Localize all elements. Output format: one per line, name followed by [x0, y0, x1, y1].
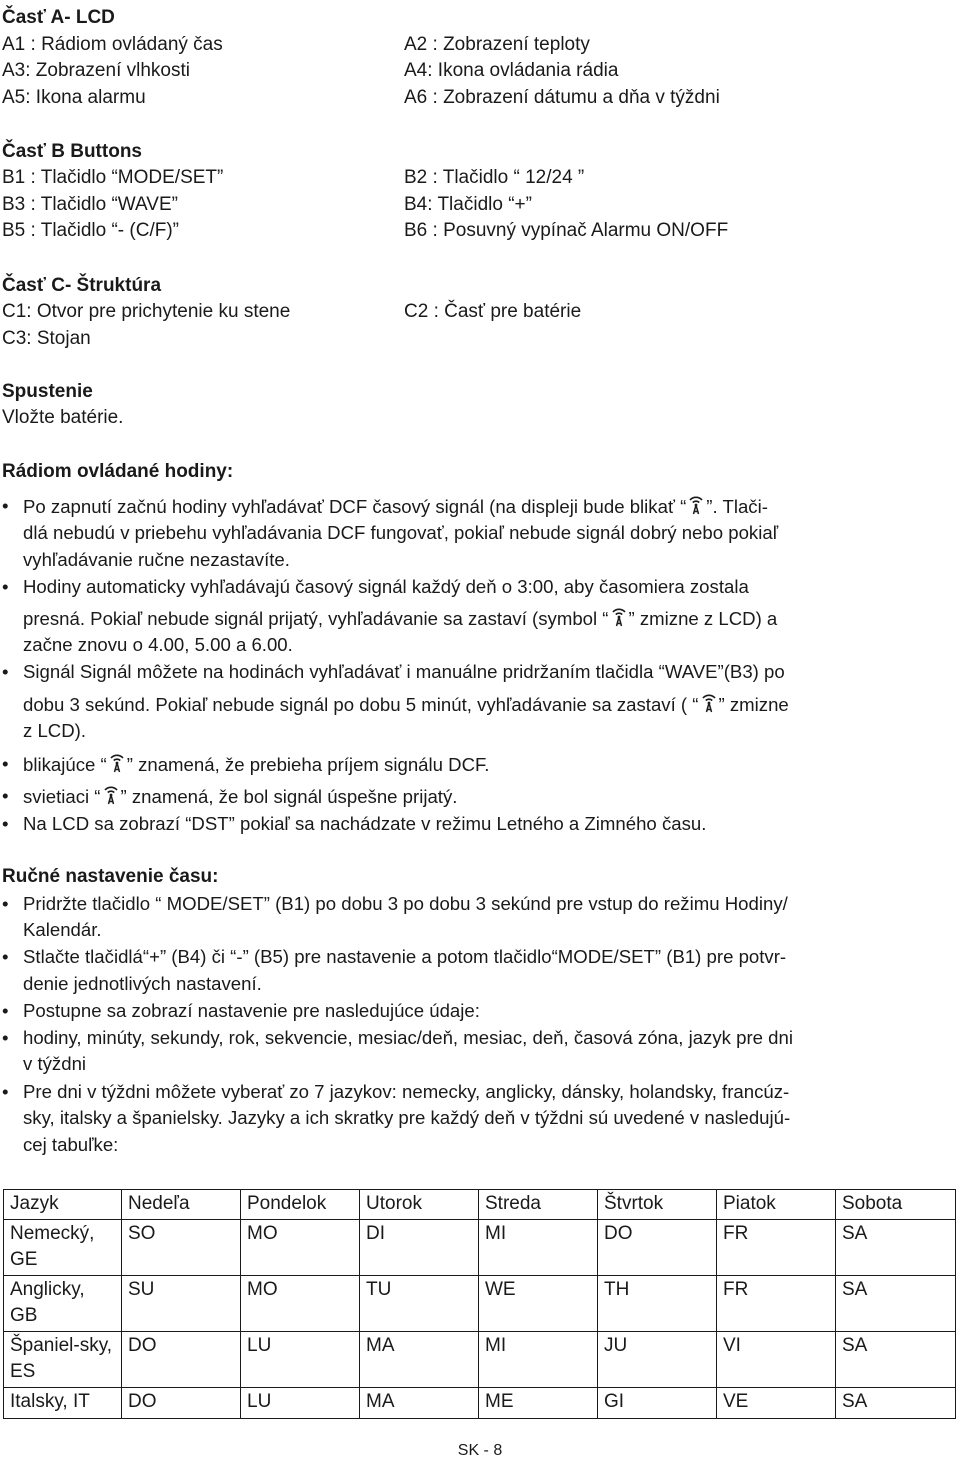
radio-section-title: Rádiom ovládané hodiny: — [2, 461, 234, 482]
table-cell: DO — [122, 1332, 241, 1388]
bullet: • — [2, 753, 9, 774]
table-cell: Italsky, IT — [4, 1388, 122, 1419]
table-cell: SA — [836, 1220, 956, 1276]
text-run: ” zmizne — [718, 694, 789, 715]
bullet: • — [2, 495, 9, 516]
table-row — [4, 1388, 956, 1419]
startup-text: Vložte batérie. — [2, 407, 124, 428]
table-row — [4, 1332, 956, 1388]
table-cell: ME — [479, 1388, 598, 1419]
table-row — [4, 1220, 956, 1276]
text-run: svietiaci “ — [23, 786, 101, 807]
table-cell: VI — [717, 1332, 836, 1388]
text-run: ”. Tlači- — [706, 496, 768, 517]
table-header-row — [4, 1190, 956, 1220]
table-cell: SA — [836, 1276, 956, 1332]
part-a-item: A1 : Rádiom ovládaný čas — [2, 34, 223, 55]
part-b-item: B4: Tlačidlo “+” — [404, 194, 532, 215]
table-cell: MI — [479, 1332, 598, 1388]
table-header: Pondelok — [241, 1190, 360, 1220]
bullet: • — [2, 893, 9, 914]
table-header: Utorok — [360, 1190, 479, 1220]
bullet: • — [2, 785, 9, 806]
table-cell: SA — [836, 1332, 956, 1388]
table-cell: DO — [122, 1388, 241, 1419]
table-cell: MO — [241, 1220, 360, 1276]
table-cell: MA — [360, 1332, 479, 1388]
table-cell: Anglicky, GB — [4, 1276, 122, 1332]
table-cell: SU — [122, 1276, 241, 1332]
part-c-item: C1: Otvor pre prichytenie ku stene — [2, 301, 291, 322]
radio-tower-icon — [609, 606, 629, 634]
radio-tower-icon — [101, 784, 121, 812]
part-c-title: Časť C- Štruktúra — [2, 275, 162, 296]
bullet: • — [2, 1000, 9, 1021]
part-b-item: B3 : Tlačidlo “WAVE” — [2, 194, 178, 215]
bullet: • — [2, 1027, 9, 1048]
table-cell: WE — [479, 1276, 598, 1332]
text-run: blikajúce “ — [23, 754, 107, 775]
manual-section-title: Ručné nastavenie času: — [2, 866, 219, 887]
radio-tower-icon — [107, 752, 127, 780]
language-table — [3, 1189, 956, 1419]
table-cell: MI — [479, 1220, 598, 1276]
table-cell: LU — [241, 1388, 360, 1419]
text-run: ” zmizne z LCD) a — [628, 608, 778, 629]
bullet: • — [2, 1081, 9, 1102]
part-a-item: A4: Ikona ovládania rádia — [404, 60, 619, 81]
part-a-item: A6 : Zobrazení dátumu a dňa v týždni — [404, 87, 720, 108]
bullet: • — [2, 661, 9, 682]
table-header: Nedeľa — [122, 1190, 241, 1220]
table-cell: TU — [360, 1276, 479, 1332]
part-b-item: B2 : Tlačidlo “ 12/24 ” — [404, 167, 585, 188]
table-cell: DI — [360, 1220, 479, 1276]
radio-tower-icon — [699, 692, 719, 720]
radio-tower-icon — [686, 494, 706, 522]
startup-title: Spustenie — [2, 381, 93, 402]
page-number: SK - 8 — [457, 1442, 503, 1459]
table-cell: DO — [598, 1220, 717, 1276]
table-cell: JU — [598, 1332, 717, 1388]
bullet: • — [2, 576, 9, 597]
table-cell: SO — [122, 1220, 241, 1276]
text-run: presná. Pokiaľ nebude signál prijatý, vyhľadávanie sa zastaví (symbol “ — [23, 608, 609, 629]
bullet: • — [2, 946, 9, 967]
table-header: Streda — [479, 1190, 598, 1220]
part-b-title: Časť B Buttons — [2, 141, 142, 162]
table-cell: SA — [836, 1388, 956, 1419]
table-header: Piatok — [717, 1190, 836, 1220]
text-run: ” znamená, že bol signál úspešne prijatý. — [120, 786, 458, 807]
table-header: Jazyk — [4, 1190, 122, 1220]
text-run: dobu 3 sekúnd. Pokiaľ nebude signál po dobu 5 minút, vyhľadávanie sa zastaví ( “ — [23, 694, 699, 715]
table-header: Štvrtok — [598, 1190, 717, 1220]
table-cell: MO — [241, 1276, 360, 1332]
part-b-item: B1 : Tlačidlo “MODE/SET” — [2, 167, 224, 188]
part-a-title: Časť A- LCD — [2, 7, 115, 28]
text-run: ” znamená, že prebieha príjem signálu DCF. — [126, 754, 490, 775]
table-cell: FR — [717, 1220, 836, 1276]
bullet: • — [2, 813, 9, 834]
table-header: Sobota — [836, 1190, 956, 1220]
table-row — [4, 1276, 956, 1332]
part-c-item: C3: Stojan — [2, 328, 91, 349]
part-a-item: A3: Zobrazení vlhkosti — [2, 60, 190, 81]
part-a-item: A5: Ikona alarmu — [2, 87, 146, 108]
part-a-item: A2 : Zobrazení teploty — [404, 34, 590, 55]
manual-page: Časť A- LCD A1 : Rádiom ovládaný čas A2 : Zobrazení teploty A3: Zobrazení vlhkosti A4: Ikona ovládania rádia A5: Ikona alarmu A6 : Zobrazení dátumu a dňa v týždni Časť B Buttons B1 : Tlačidlo “MODE/SET” B2 : Tlačidlo “ 12/24 ” B3 : Tlačidlo “WAVE” B4: Tlačidlo “+” B5 : Tlačidlo “- (C/F)” B6 : Posuvný vypínač Alarmu ON/OFF Časť C- Štruktúra C1: Otvor pre prichytenie ku stene C2 : Časť pre batérie C3: Stojan Spustenie Vložte batérie. Rádiom ovládané hodiny: • Po zapnutí začnú hodiny vyhľadávať DCF časový signál (na displeji bude blikať “ ”. Tlači- dlá nebudú v priebehu vyhľadávania DCF fungovať, pokiaľ nebude signál dobrý nebo pokiaľ vyhľadávanie ručne nezastavíte. • Hodiny automaticky vyhľadávajú časový signál každý deň o 3:00, aby časomiera zostala presná. Pokiaľ nebude signál prijatý, vyhľadávanie sa zastaví (symbol “ ” zmizne z LCD) a začne znovu o 4.00, 5.00 a 6.00. • Signál Signál môžete na hodinách vyhľadávať i manuálne pridržaním tlačidla “WAVE”(B3) po dobu 3 sekúnd. Pokiaľ nebude signál po dobu 5 minút, vyhľadávanie sa zastaví ( “ ” zmizne z LCD). • blikajúce “ ” znamená, že prebieha príjem signálu DCF. • svietiaci “ ” znamená, že bol signál úspešne prijatý. • Na LCD sa zobrazí “DST” pokiaľ sa nachádzate v režimu Letného a Zimného času. Ručné nastavenie času: • Pridržte tlačidlo “ MODE/SET” (B1) po dobu 3 po dobu 3 sekúnd pre vstup do režimu Hodiny/ Kalendár. • Stlačte tlačidlá“+” (B4) či “-” (B5) pre nastavenie a potom tlačidlo“MODE/SET” (B1) pre potvr- denie jednotlivých nastavení. • Postupne sa zobrazí nastavenie pre nasledujúce údaje: • hodiny, minúty, sekundy, rok, sekvencie, mesiac/deň, mesiac, deň, časová zóna, jazyk pre dni v týždni • Pre dni v týždni môžete vyberať zo 7 jazykov: nemecky, anglicky, dánsky, holandsky, francúz- sky, italsky a španielsky. Jazyky a ich skratky pre každý deň v týždni sú uvedené v nasledujú- cej tabuľke: Jazyk Nedeľa Pondelok Utorok Streda Štvrtok Piatok Sobota Nemecký, GE SO MO DI MI DO FR SA Anglicky, GB SU MO TU WE TH FR SA Španiel-sky, ES DO LU MA MI JU VI SA Italsky, IT DO LU MA ME GI VE SA SK - 8 — [0, 0, 960, 1461]
part-b-item: B5 : Tlačidlo “- (C/F)” — [2, 220, 180, 241]
table-cell: Španiel-sky, ES — [4, 1332, 122, 1388]
part-b-item: B6 : Posuvný vypínač Alarmu ON/OFF — [404, 220, 729, 241]
part-c-item: C2 : Časť pre batérie — [404, 301, 582, 322]
table-cell: GI — [598, 1388, 717, 1419]
table-cell: LU — [241, 1332, 360, 1388]
table-cell: FR — [717, 1276, 836, 1332]
table-cell: TH — [598, 1276, 717, 1332]
table-cell: Nemecký, GE — [4, 1220, 122, 1276]
table-cell: MA — [360, 1388, 479, 1419]
text-run: Po zapnutí začnú hodiny vyhľadávať DCF časový signál (na displeji bude blikať “ — [23, 496, 687, 517]
table-cell: VE — [717, 1388, 836, 1419]
